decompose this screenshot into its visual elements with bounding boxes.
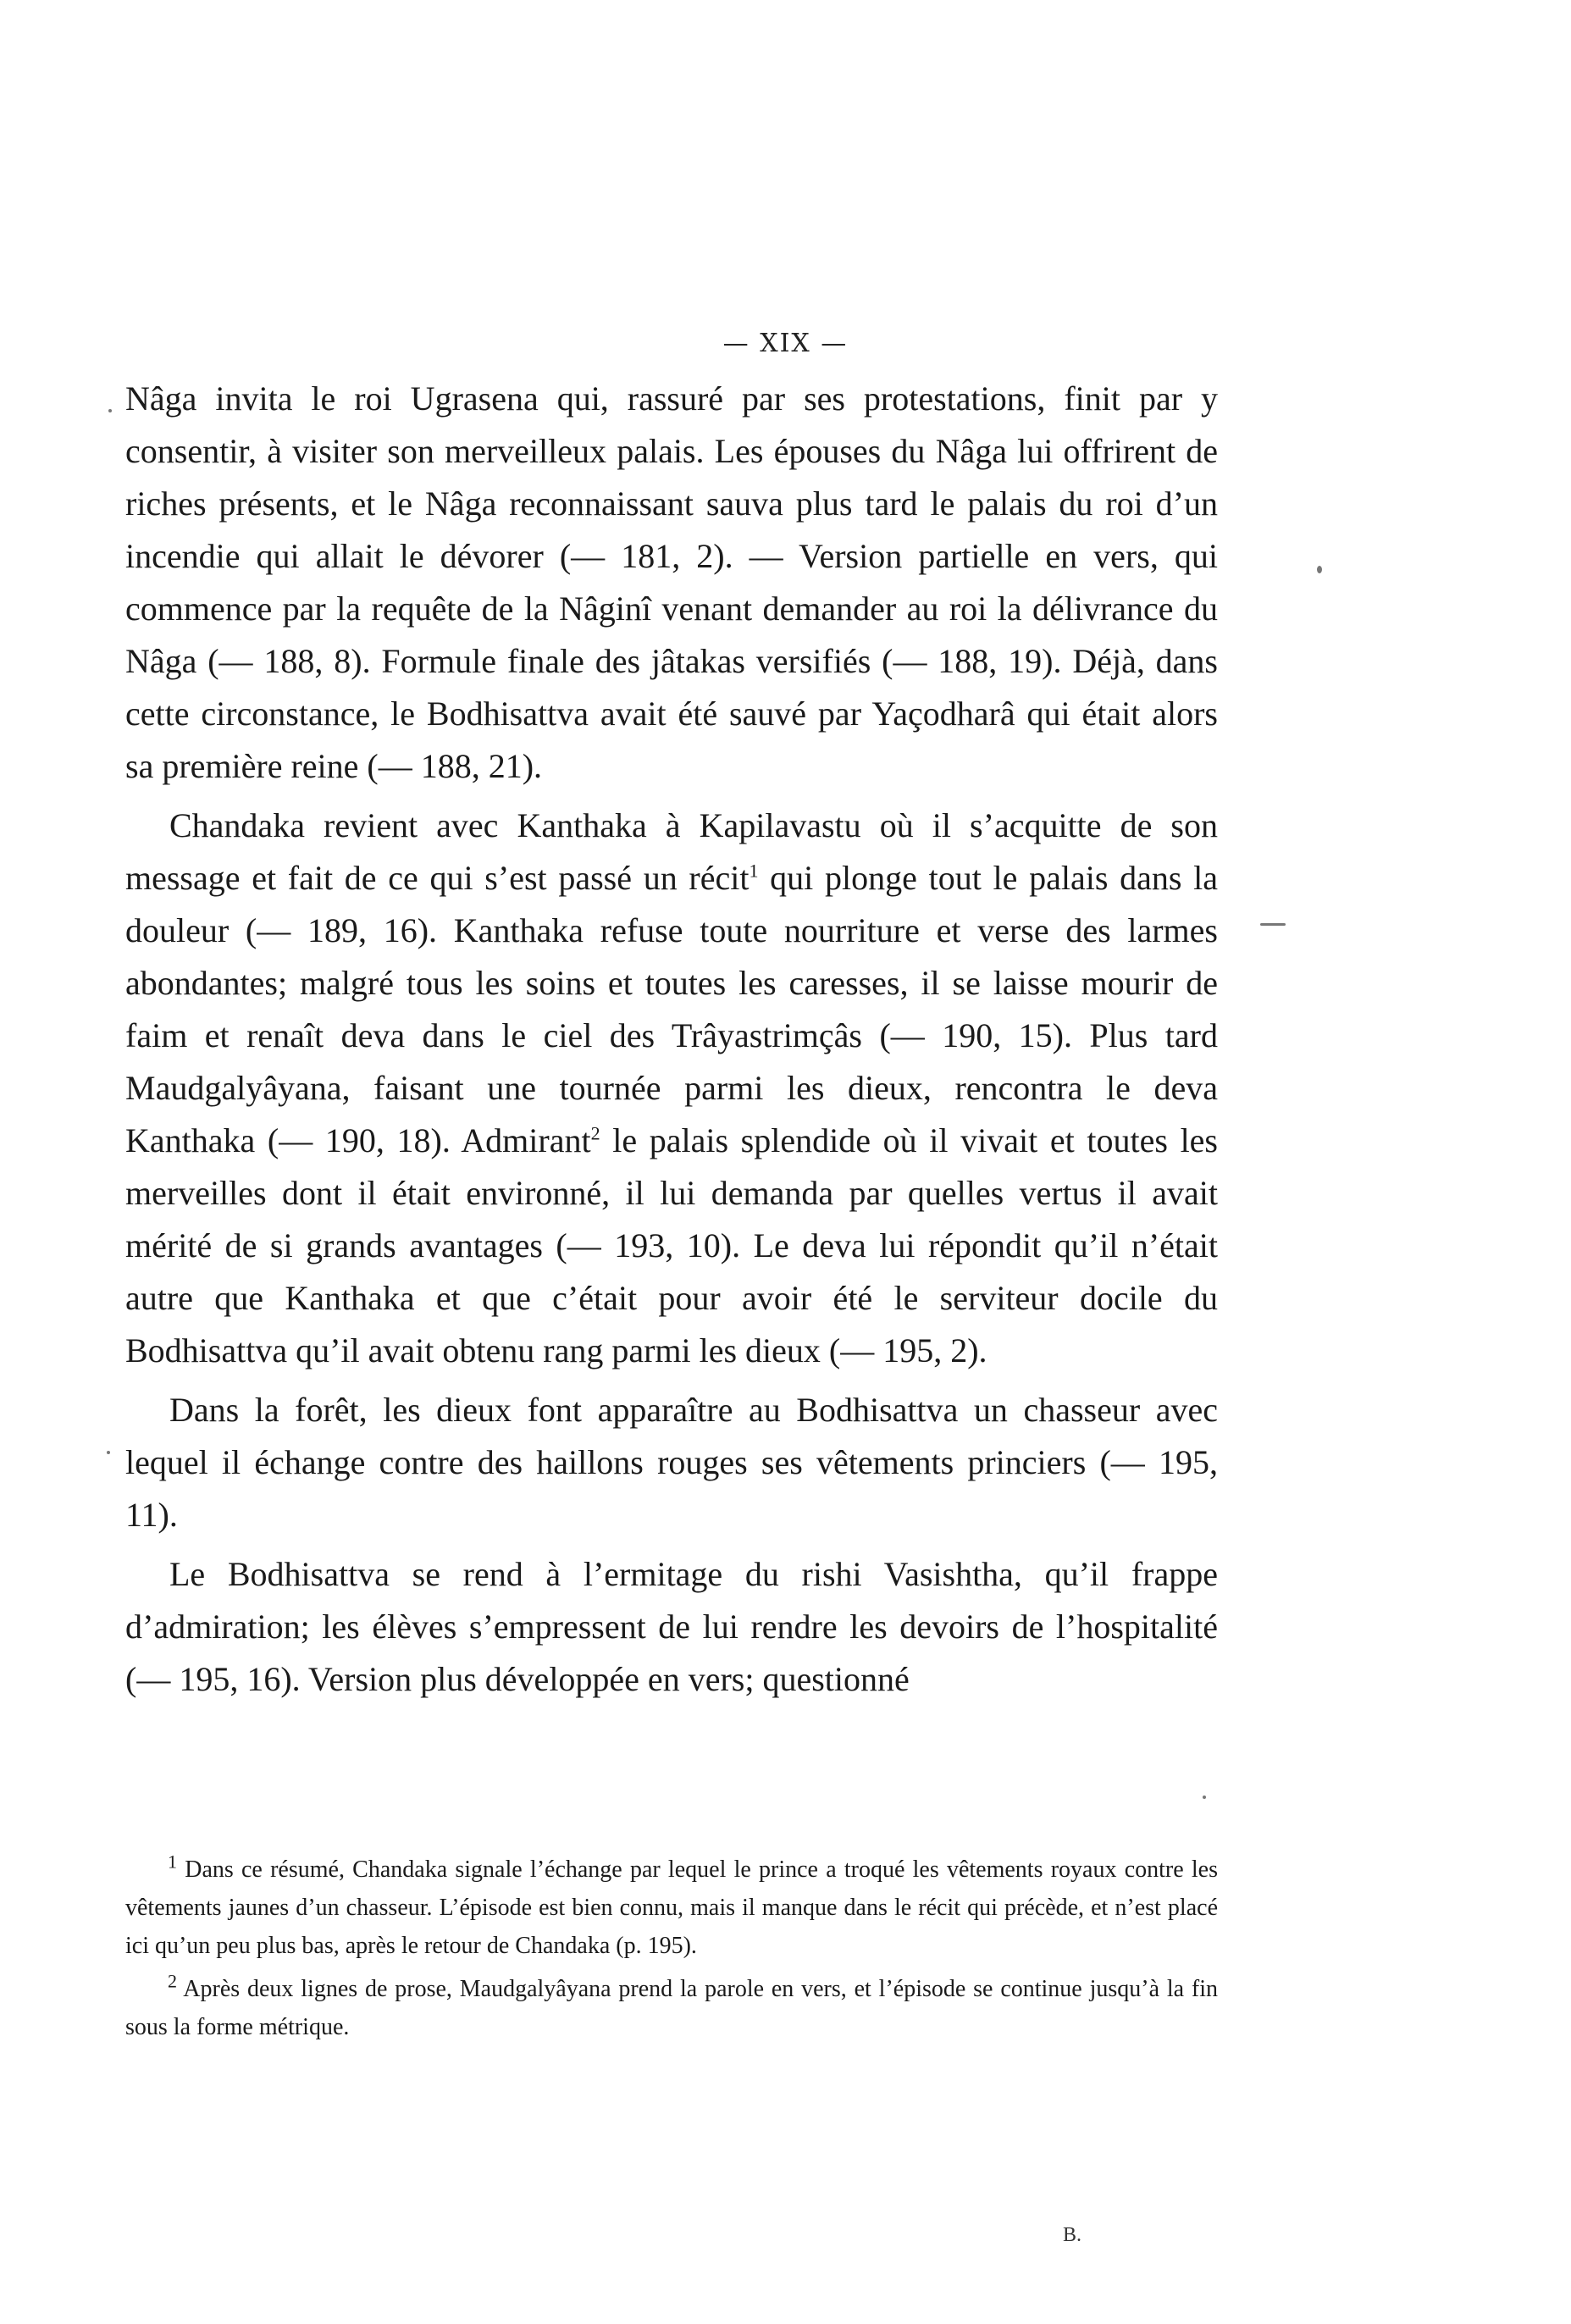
scan-speck bbox=[107, 1451, 110, 1454]
paragraph bbox=[125, 1548, 1218, 1706]
paragraph bbox=[125, 1384, 1218, 1541]
signature-mark: B. bbox=[1063, 2224, 1082, 2246]
footnote-reference: 2 bbox=[590, 1122, 600, 1144]
footnotes bbox=[125, 1851, 1218, 2051]
paragraph-text: Chandaka revient avec Kanthaka à Kapilavastu où il s’acquitte de son message et fait de ce qui s’est passé un récit bbox=[125, 806, 1218, 897]
footnote-text: Dans ce résumé, Chandaka signale l’échange par lequel le prince a troqué les vêtements royaux contre les vêtements jaunes d’un chasseur. L’épisode est bien connu, mais il manque dans le récit qui précède, et n’est placé ici qu’un peu plus bas, après le retour de Chandaka (p. 195). bbox=[125, 1856, 1218, 1959]
paragraph bbox=[125, 373, 1218, 793]
paragraph-text: qui plonge tout le palais dans la douleur (— 189, 16). Kanthaka refuse toute nourriture et verse des larmes abondantes; malgré tous les soins et toutes les caresses, il se laisse mourir de faim et renaît deva dans le ciel des Trâyastrimçâs (— 190, 15). Plus tard Maudgalyâyana, faisant une tournée parmi les dieux, rencontra le deva Kanthaka (— 190, 18). Admirant bbox=[125, 859, 1219, 1159]
footnote-text: Après deux lignes de prose, Maudgalyâyana prend la parole en vers, et l’épisode se continue jusqu’à la fin sous la forme métrique. bbox=[125, 1976, 1218, 2040]
paragraph-text: Dans la forêt, les dieux font apparaître au Bodhisattva un chasseur avec lequel il échange contre des haillons rouges ses vêtements princiers (— 195, 11). bbox=[125, 1391, 1218, 1534]
footnote-mark: 1 bbox=[168, 1851, 177, 1873]
scan-speck bbox=[1260, 923, 1286, 926]
paragraph-text: le palais splendide où il vivait et toutes les merveilles dont il était environné, il lui demanda par quelles vertus il avait mérité de si grands avantages (— 193, 10). Le deva lui répondit qu’il n’était autre que Kanthaka et que c’était pour avoir été le serviteur docile du Bodhisattva qu’il avait obtenu rang parmi les dieux (— 195, 2). bbox=[125, 1121, 1219, 1370]
main-text bbox=[125, 373, 1218, 1713]
scan-speck bbox=[1203, 1796, 1206, 1799]
footnote-reference: 1 bbox=[749, 860, 759, 882]
footnote-mark: 2 bbox=[168, 1970, 177, 1992]
paragraph-text: Nâga invita le roi Ugrasena qui, rassuré par ses protestations, finit par y consentir, à visiter son merveilleux palais. Les épouses du Nâga lui offrirent de riches présents, et le Nâga reconnaissant sauva plus tard le palais du roi d’un incendie qui allait le dévorer (— 181, 2). — Version partielle en vers, qui commence par la requête de la Nâginî venant demander au roi la délivrance du Nâga (— 188, 8). Formule finale des jâtakas versifiés (— 188, 19). Déjà, dans cette circonstance, le Bodhisattva avait été sauvé par Yaçodharâ qui était alors sa première reine (— 188, 21). bbox=[125, 379, 1218, 785]
paragraph bbox=[125, 800, 1218, 1377]
paragraph-text: Le Bodhisattva se rend à l’ermitage du rishi Vasishtha, qu’il frappe d’admiration; les élèves s’empressent de lui rendre les devoirs de l’hospitalité (— 195, 16). Version plus développée en vers; questionné bbox=[125, 1555, 1218, 1698]
footnote bbox=[125, 1970, 1218, 2046]
page-number: — XIX — bbox=[722, 329, 849, 358]
footnote bbox=[125, 1851, 1218, 1965]
scan-speck bbox=[1317, 566, 1322, 573]
scan-speck bbox=[108, 409, 112, 412]
